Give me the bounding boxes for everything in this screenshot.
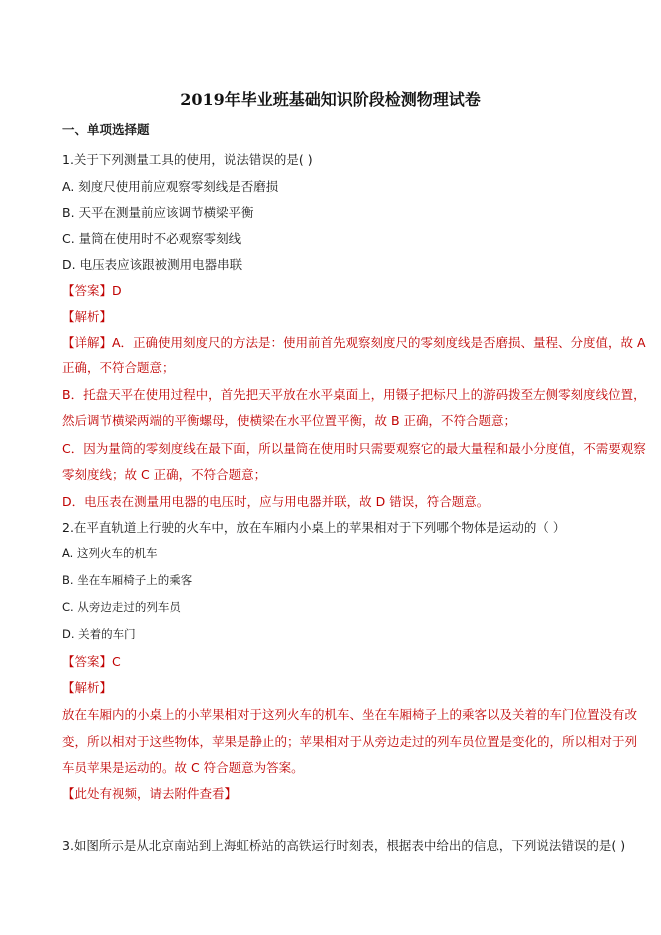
q1-explain-line: 然后调节横梁两端的平衡螺母，使横梁在水平位置平衡，故 B 正确，不符合题意；	[62, 413, 517, 428]
q1-option-a: A. 刻度尺使用前应观察零刻线是否磨损	[62, 179, 279, 194]
q1-explain-line: 零刻度线；故 C 正确，不符合题意；	[62, 467, 267, 482]
q2-explain-line: 车员苹果是运动的。故 C 符合题意为答案。	[62, 760, 304, 775]
q2-video-note: 【此处有视频，请去附件查看】	[62, 786, 238, 801]
q1-analysis-label: 【解析】	[62, 309, 113, 324]
q1-explain-line: 【详解】A．正确使用刻度尺的方法是：使用前首先观察刻度尺的零刻度线是否磨损、量程、分度值，故 A	[62, 335, 646, 350]
q1-explain-line: D．电压表在测量用电器的电压时，应与用电器并联，故 D 错误，符合题意。	[62, 494, 490, 509]
q2-answer: 【答案】C	[62, 654, 121, 669]
q1-option-b: B. 天平在测量前应该调节横梁平衡	[62, 205, 254, 220]
page-title: 2019年毕业班基础知识阶段检测物理试卷	[180, 90, 481, 109]
q3-stem: 3.如图所示是从北京南站到上海虹桥站的高铁运行时刻表，根据表中给出的信息，下列说法错误的是( )	[62, 838, 626, 853]
q1-explain-line: 正确，不符合题意；	[62, 360, 175, 375]
q2-explain-line: 变，所以相对于这些物体，苹果是静止的；苹果相对于从旁边走过的列车员位置是变化的，所以相对于列	[62, 734, 638, 749]
q2-stem: 2.在平直轨道上行驶的火车中，放在车厢内小桌上的苹果相对于下列哪个物体是运动的（ ）	[62, 520, 566, 535]
q1-option-d: D. 电压表应该跟被测用电器串联	[62, 257, 243, 272]
q2-explain-line: 放在车厢内的小桌上的小苹果相对于这列火车的机车、坐在车厢椅子上的乘客以及关着的车门位置没有改	[62, 707, 638, 722]
q1-stem: 1.关于下列测量工具的使用，说法错误的是( )	[62, 152, 313, 167]
q2-option-a: A. 这列火车的机车	[62, 546, 158, 560]
q1-answer: 【答案】D	[62, 283, 122, 298]
q1-explain-line: B．托盘天平在使用过程中，首先把天平放在水平桌面上，用镊子把标尺上的游码拨至左侧零刻度线位置，	[62, 387, 646, 402]
q1-option-c: C. 量筒在使用时不必观察零刻线	[62, 231, 242, 246]
q2-option-b: B. 坐在车厢椅子上的乘客	[62, 573, 193, 587]
q2-analysis-label: 【解析】	[62, 680, 113, 695]
q2-option-c: C. 从旁边走过的列车员	[62, 600, 181, 614]
q1-explain-line: C．因为量筒的零刻度线在最下面，所以量筒在使用时只需要观察它的最大量程和最小分度值，不需要观察	[62, 441, 646, 456]
section-heading: 一、单项选择题	[62, 122, 150, 137]
q2-option-d: D. 关着的车门	[62, 627, 136, 641]
